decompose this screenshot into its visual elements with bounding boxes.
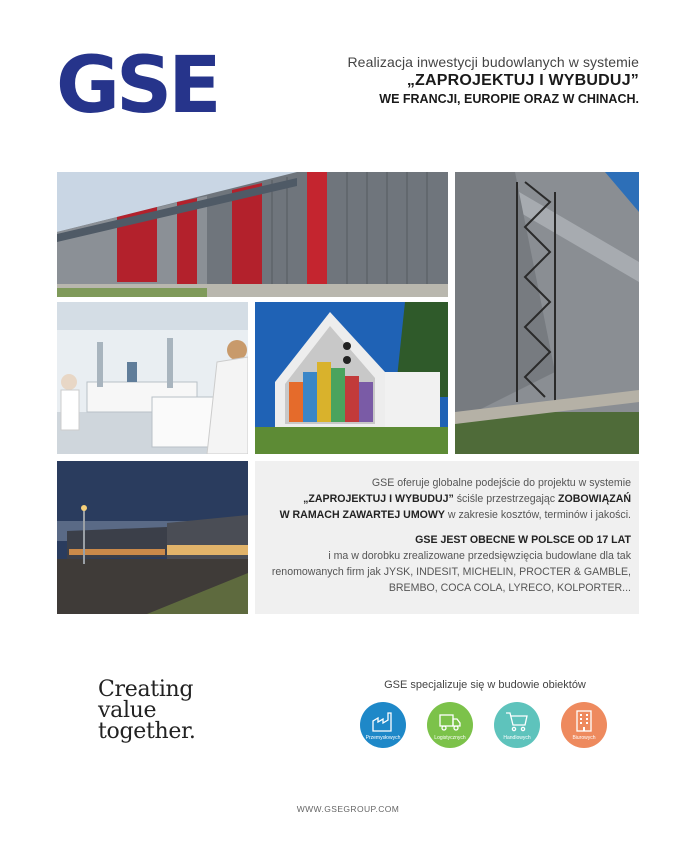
commercial-badge (494, 702, 540, 748)
header-line-1: Realizacja inwestycji budowlanych w systemie (347, 54, 639, 70)
shopping-cart-icon (505, 709, 529, 733)
commercial-label: Handlowych (503, 735, 531, 741)
panel-line-6: renomowanych firm jak JYSK, INDESIT, MICHELIN, PROCTER & GAMBLE, (271, 566, 631, 578)
office-building-icon (572, 709, 596, 733)
header-text (309, 54, 639, 106)
tagline-line-3: together. (98, 719, 196, 744)
header-line-2: „ZAPROJEKTUJ I WYBUDUJ” (406, 72, 639, 89)
panel-design-build: „ZAPROJEKTUJ I WYBUDUJ” (303, 493, 454, 505)
website-url[interactable]: WWW.GSEGROUP.COM (296, 804, 400, 814)
panel-obligations: ZOBOWIĄZAŃ (558, 493, 631, 505)
specialization-title: GSE specjalizuje się w budowie obiektów (384, 679, 586, 691)
panel-presence: GSE JEST OBECNE W POLSCE OD 17 LAT (415, 534, 631, 546)
specialization-icons (360, 702, 608, 750)
laboratory-photo (57, 302, 248, 454)
tagline-line-2: value (98, 698, 157, 723)
office-badge (561, 702, 607, 748)
night-warehouse-photo (57, 461, 248, 614)
logo-text: GSE (56, 48, 218, 122)
truck-icon (438, 709, 462, 733)
factory-icon (371, 709, 395, 733)
logistics-badge (427, 702, 473, 748)
description-panel (255, 461, 639, 614)
panel-line-7: BREMBO, COCA COLA, LYRECO, KOLPORTER... (388, 582, 631, 594)
tagline-line-1: Creating (98, 677, 194, 702)
industrial-badge (360, 702, 406, 748)
panel-line-2-text: ściśle przestrzegając (453, 493, 559, 505)
header-line-3: WE FRANCJI, EUROPIE ORAZ W CHINACH. (379, 92, 639, 106)
panel-line-1: GSE oferuje globalne podejście do projektu w systemie (371, 477, 631, 489)
factory-photo (57, 172, 448, 297)
panel-line-4 (255, 532, 631, 548)
gse-logo (56, 48, 236, 122)
panel-line-3-text: w zakresie kosztów, terminów i jakości. (444, 509, 631, 521)
colorful-building-photo (255, 302, 448, 454)
panel-line-2 (255, 491, 631, 507)
fire-stairs-photo (455, 172, 639, 454)
tagline (98, 679, 196, 742)
industrial-label: Przemysłowych (365, 735, 401, 741)
panel-contract: W RAMACH ZAWARTEJ UMOWY (279, 509, 445, 521)
office-label: Biurowych (572, 735, 596, 741)
logistics-label: Logistycznych (434, 735, 466, 741)
panel-line-5: i ma w dorobku zrealizowane przedsięwzięcia budowlane dla tak (328, 550, 631, 562)
panel-line-3 (255, 507, 631, 523)
